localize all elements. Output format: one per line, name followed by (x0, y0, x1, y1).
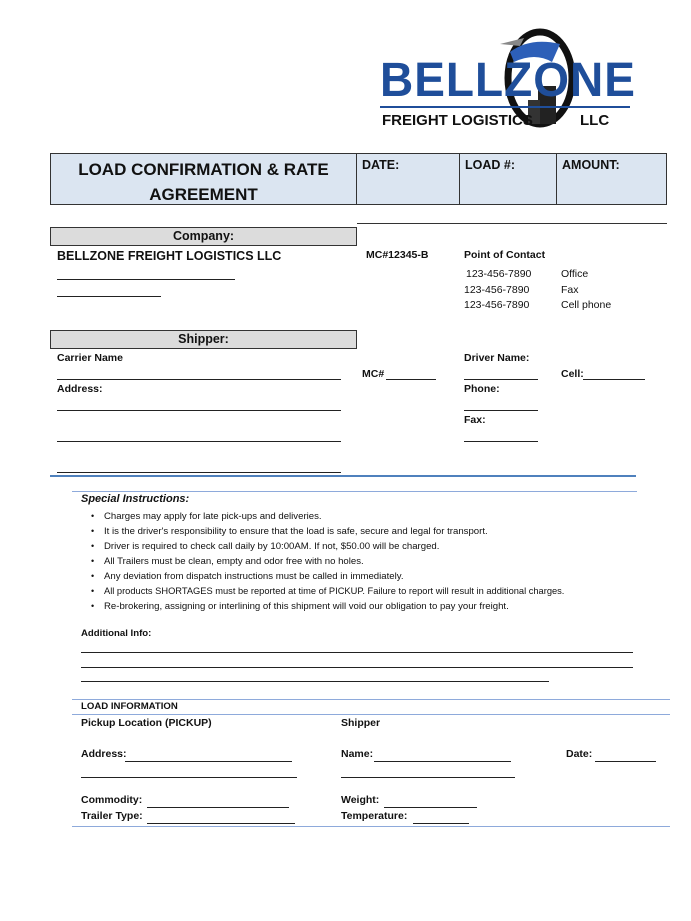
carrier-mc-label: MC# (362, 368, 385, 380)
logo-suffix: LLC (580, 112, 610, 129)
phone-label: Phone: (464, 383, 500, 395)
pickup-name-label: Name: (341, 748, 374, 760)
logo-brand: BELLZONE (380, 51, 636, 107)
point-of-contact-label: Point of Contact (464, 249, 546, 261)
pickup-shipper-label: Shipper (341, 717, 381, 729)
shipper-address-label: Address: (57, 383, 103, 395)
trailer-type-label: Trailer Type: (81, 810, 143, 822)
additional-info-label: Additional Info: (81, 628, 152, 639)
weight-label: Weight: (341, 794, 380, 806)
instruction-item: • It is the driver's responsibility to ensure that the load is safe, secure and legal for transport. (91, 526, 488, 537)
additional-info-line-3[interactable] (81, 681, 549, 682)
phone-field[interactable] (464, 410, 538, 411)
pickup-name-field-1[interactable] (374, 761, 511, 762)
section-divider (72, 826, 670, 827)
section-divider (72, 714, 670, 715)
company-line-2[interactable] (57, 296, 161, 297)
shipper-address-field-2[interactable] (57, 441, 341, 442)
contact-type-office: Office (561, 268, 589, 280)
contact-number-office: 123-456-7890 (466, 268, 532, 280)
shipper-address-field-3[interactable] (57, 472, 341, 473)
additional-info-line-1[interactable] (81, 652, 633, 653)
header-table (50, 153, 667, 205)
carrier-name-label: Carrier Name (57, 352, 123, 364)
pickup-date-label: Date: (566, 748, 593, 760)
additional-info-line-2[interactable] (81, 667, 633, 668)
company-name: BELLZONE FREIGHT LOGISTICS LLC (57, 249, 282, 263)
logo-tagline: FREIGHT LOGISTICS (382, 112, 533, 129)
pickup-name-field-2[interactable] (341, 777, 515, 778)
load-information-heading: LOAD INFORMATION (81, 701, 178, 712)
shipper-section-header: Shipper: (50, 330, 357, 349)
contact-type-cell: Cell phone (561, 299, 612, 311)
driver-name-field[interactable] (464, 379, 538, 380)
pickup-date-field[interactable] (595, 761, 656, 762)
load-number-cell[interactable] (459, 154, 556, 204)
special-instructions-heading: Special Instructions: (81, 493, 190, 505)
instruction-item: • Re-brokering, assigning or interlining of this shipment will void our obligation to pay your freight. (91, 601, 509, 612)
pickup-address-field-1[interactable] (125, 761, 292, 762)
commodity-field[interactable] (147, 807, 289, 808)
temperature-field[interactable] (413, 823, 469, 824)
section-divider (50, 475, 636, 477)
amount-cell[interactable] (556, 154, 668, 204)
company-line-1[interactable] (57, 279, 235, 280)
contact-number-cell: 123-456-7890 (464, 299, 530, 311)
company-mc-number: MC#12345-B (366, 249, 429, 261)
cell-label: Cell: (561, 368, 584, 380)
company-logo (380, 22, 640, 134)
driver-name-label: Driver Name: (464, 352, 530, 364)
cell-field[interactable] (583, 379, 645, 380)
trailer-type-field[interactable] (147, 823, 295, 824)
date-cell[interactable] (356, 154, 459, 204)
date-label: DATE: (362, 158, 400, 172)
weight-field[interactable] (384, 807, 477, 808)
instruction-item: • All Trailers must be clean, empty and odor free with no holes. (91, 556, 364, 567)
instruction-item: • Driver is required to check call daily by 10:00AM. If not, $50.00 will be charged. (91, 541, 440, 552)
carrier-mc-field[interactable] (386, 379, 436, 380)
carrier-name-field[interactable] (57, 379, 341, 380)
pickup-location-label: Pickup Location (PICKUP) (81, 717, 212, 729)
section-divider (72, 699, 670, 700)
temperature-label: Temperature: (341, 810, 408, 822)
contact-type-fax: Fax (561, 284, 579, 296)
instruction-item: • Any deviation from dispatch instructions must be called in immediately. (91, 571, 404, 582)
load-number-label: LOAD #: (465, 158, 515, 172)
commodity-label: Commodity: (81, 794, 143, 806)
pickup-address-label: Address: (81, 748, 127, 760)
shipper-address-field-1[interactable] (57, 410, 341, 411)
fax-field[interactable] (464, 441, 538, 442)
company-section-header: Company: (50, 227, 357, 246)
pickup-address-field-2[interactable] (81, 777, 297, 778)
instruction-item: • All products SHORTAGES must be reported at time of PICKUP. Failure to report will result in additional charges. (91, 586, 565, 596)
amount-label: AMOUNT: (562, 158, 620, 172)
fax-label: Fax: (464, 414, 486, 426)
document-title: LOAD CONFIRMATION & RATE AGREEMENT (78, 160, 329, 204)
contact-number-fax: 123-456-7890 (464, 284, 530, 296)
instruction-item: • Charges may apply for late pick-ups and deliveries. (91, 511, 322, 522)
section-divider (72, 491, 637, 492)
